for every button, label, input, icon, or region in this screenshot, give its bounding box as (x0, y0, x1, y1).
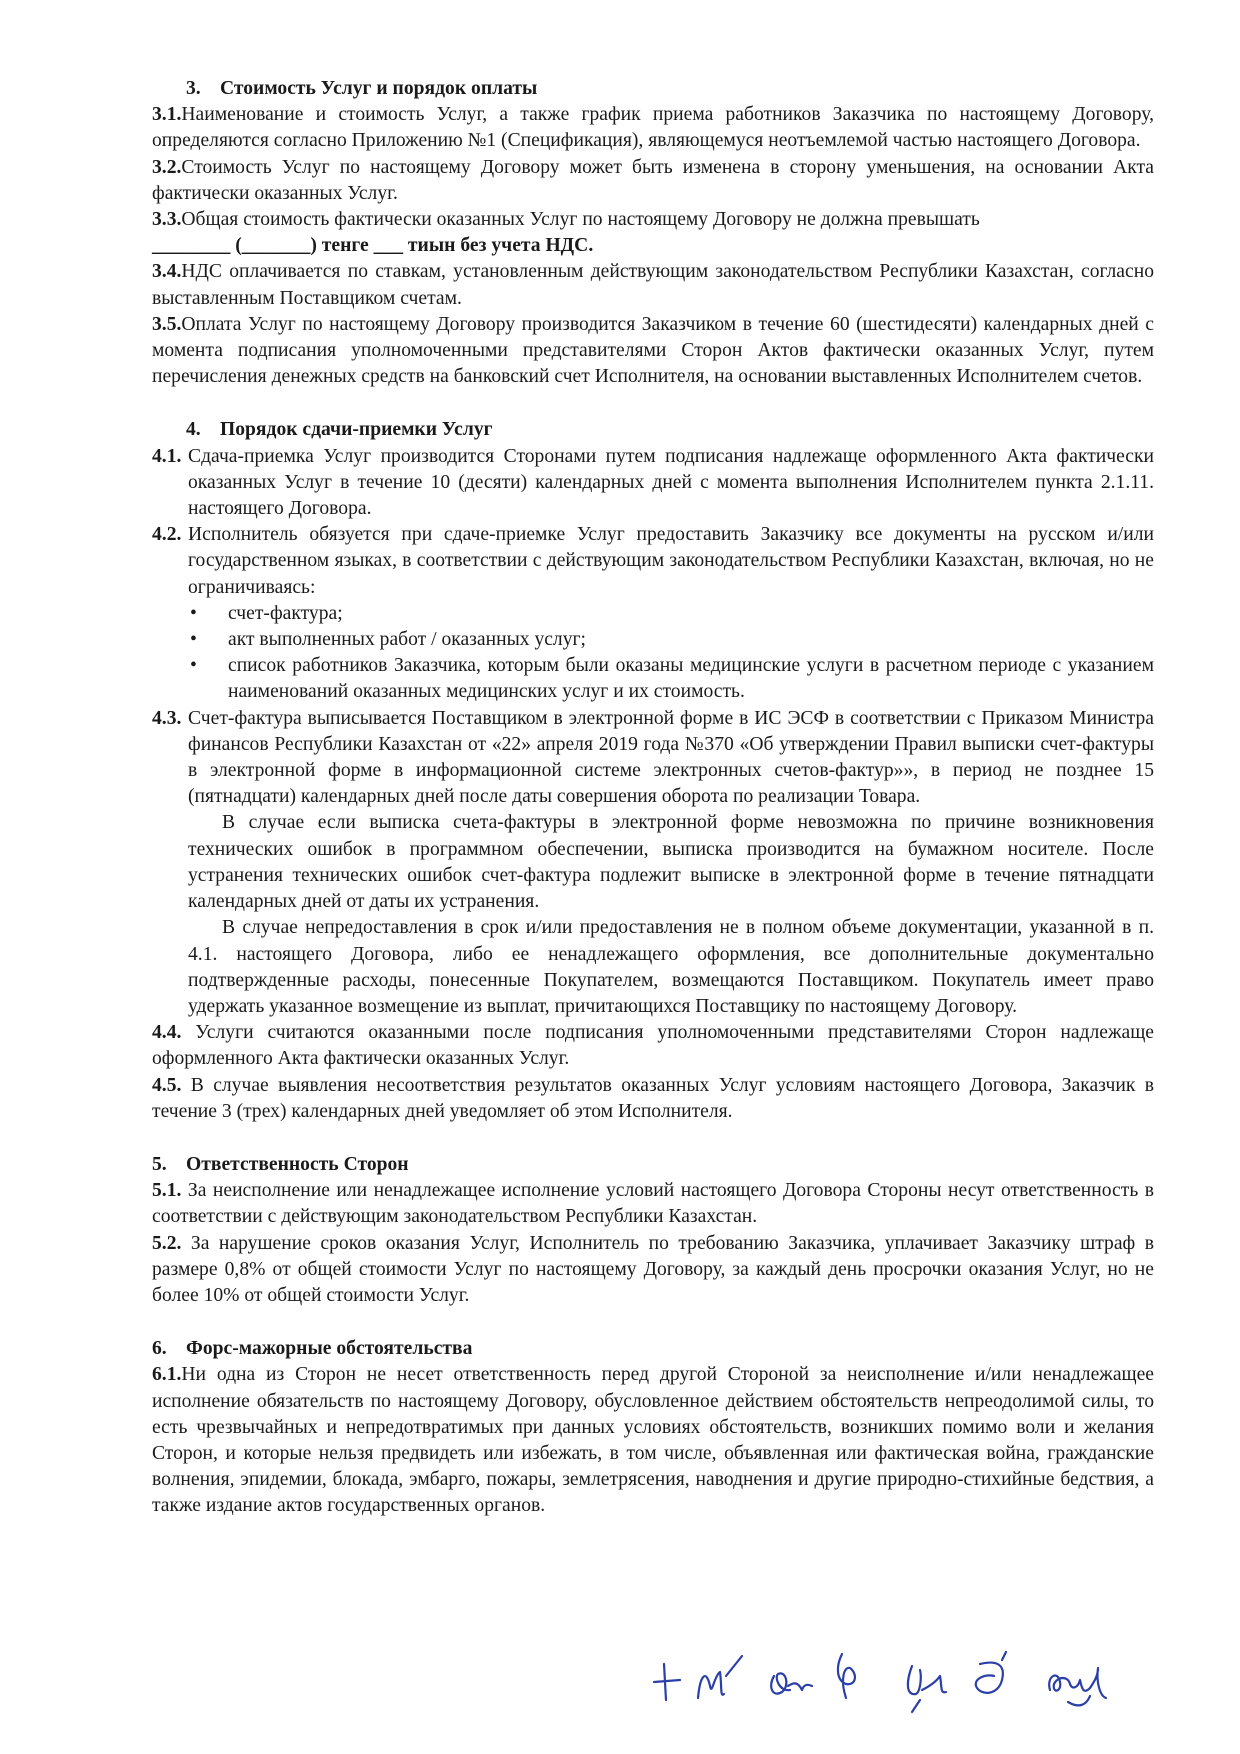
section-4-title (152, 417, 1154, 443)
signature-mark-3 (771, 1673, 812, 1693)
signatures-area (650, 1646, 1170, 1716)
bullet-glyph: • (190, 655, 197, 677)
list-item (188, 627, 1154, 653)
section-6-number: 6. (152, 1338, 167, 1360)
clause-4-5 (152, 1073, 1154, 1125)
signature-mark-5 (908, 1666, 946, 1712)
section-4-heading: Порядок сдачи-приемки Услуг (220, 419, 493, 441)
clause-4-3 (152, 706, 1154, 811)
signature-mark-4 (838, 1654, 855, 1698)
section-3-heading: Стоимость Услуг и порядок оплаты (220, 78, 538, 99)
clause-4-4-text: Услуги считаются оказанными после подписания уполномоченными представителями Сторон надлежаще оформленного Акта фактически оказанных Услуг. (152, 1022, 1154, 1070)
clause-3-1-text: Наименование и стоимость Услуг, а также график приема работников Заказчика по настоящему Договору, определяются согласно Приложению №1 (Спецификация), являющемуся неотъемлемой частью настоящего Договора. (152, 104, 1154, 152)
section-5-number: 5. (152, 1153, 167, 1175)
clause-4-2-text: Исполнитель обязуется при сдаче-приемке Услуг предоставить Заказчику все документы на русском и/или государственном языках, в соответствии с действующим законодательством Республики Казахстан, включая, но не ограничиваясь: (188, 524, 1154, 598)
handwritten-signatures (650, 1646, 1170, 1716)
clause-3-1-number: 3.1. (152, 104, 182, 126)
clause-4-2 (152, 522, 1154, 601)
clause-3-2 (152, 155, 1154, 207)
section-gap (152, 1309, 1154, 1336)
clause-4-5-number: 4.5. (152, 1074, 182, 1096)
section-6-heading: Форс-мажорные обстоятельства (186, 1338, 473, 1360)
clause-4-1-text: Сдача-приемка Услуг производится Сторонами путем подписания надлежаще оформленного Акта фактически оказанных Услуг в течение 10 (десяти) календарных дней с момента выполнения Исполнителем пункта 2.1.11. настоящего Договора. (188, 445, 1154, 520)
clause-4-3-paragraph-a: В случае если выписка счета-фактуры в электронной форме невозможна по причине возникновения технических ошибок в программном обеспечении, выписка производится на бумажном носителе. После устранения технических ошибок счет-фактура подлежит выписке в электронной форме в течение пятнадцати календарных дней от даты их устранения. (188, 812, 1154, 913)
clause-4-4 (152, 1020, 1154, 1072)
clause-6-1-number: 6.1. (152, 1364, 182, 1386)
section-6-title (152, 1336, 1154, 1362)
section-gap (152, 1125, 1154, 1152)
signature-mark-7 (1049, 1668, 1106, 1705)
clause-3-5 (152, 312, 1154, 391)
clause-5-1-text: За неисполнение или ненадлежащее исполнение условий настоящего Договора Стороны несут ответственность в соответствии с действующим законодательством Республики Казахстан. (152, 1180, 1154, 1228)
bullet-glyph: • (190, 629, 197, 651)
clause-5-2-text: За нарушение сроков оказания Услуг, Исполнитель по требованию Заказчика, уплачивает Заказчику штраф в размере 0,8% от общей стоимости Услуг по настоящему Договору, за каждый день просрочки оказания Услуг, но не более 10% от общей стоимости Услуг. (152, 1232, 1154, 1306)
clause-6-1 (152, 1362, 1154, 1519)
section-5-title (152, 1152, 1154, 1178)
clause-4-4-number: 4.4. (152, 1022, 182, 1044)
clause-3-5-text: Оплата Услуг по настоящему Договору производится Заказчиком в течение 60 (шестидесяти) календарных дней с момента подписания уполномоченными представителями Сторон Актов фактически оказанных Услуг, путем перечисления денежных средств на банковский счет Исполнителя, на основании выставленных Исполнителем счетов. (152, 313, 1154, 388)
clause-4-3-number: 4.3. (152, 707, 182, 729)
clause-5-1 (152, 1178, 1154, 1230)
clause-3-4-number: 3.4. (152, 261, 182, 283)
clause-3-5-number: 3.5. (152, 313, 182, 335)
section-4-number: 4. (186, 419, 201, 441)
clause-3-4-text: НДС оплачивается по ставкам, установленным действующим законодательством Республики Казахстан, согласно выставленным Поставщиком счетам. (152, 261, 1154, 309)
clause-5-2-number: 5.2. (152, 1232, 182, 1254)
clause-4-2-number: 4.2. (152, 524, 182, 546)
clause-4-5-text: В случае выявления несоответствия результатов оказанных Услуг условиям настоящего Договора, Заказчик в течение 3 (трех) календарных дней уведомляет об этом Исполнителя. (152, 1074, 1154, 1122)
document-list (152, 601, 1154, 706)
clause-3-1 (152, 102, 1154, 154)
clause-4-3-text: Счет-фактура выписывается Поставщиком в электронной форме в ИС ЭСФ в соответствии с Приказом Министра финансов Республики Казахстан от «22» апреля 2019 года №370 «Об утверждении Правил выписки счет-фактуры в электронной форме в информационной системе электронных счетов-фактур»», в период не позднее 15 (пятнадцати) календарных дней после даты совершения оборота по реализации Товара. (188, 707, 1154, 808)
list-item-text: счет-фактура; (228, 602, 343, 624)
clause-3-3-number: 3.3. (152, 209, 182, 231)
section-3-number: 3. (186, 78, 201, 99)
clause-5-1-number: 5.1. (152, 1180, 182, 1202)
clause-3-2-text: Стоимость Услуг по настоящему Договору может быть изменена в сторону уменьшения, на основании Акта фактически оказанных Услуг. (152, 156, 1154, 204)
list-item (188, 653, 1154, 705)
section-5-heading: Ответственность Сторон (186, 1153, 409, 1175)
list-item-text: список работников Заказчика, которым были оказаны медицинские услуги в расчетном периоде с указанием наименований оказанных медицинских услуг и их стоимость. (228, 655, 1154, 703)
clause-5-2 (152, 1231, 1154, 1310)
clause-4-1-number: 4.1. (152, 445, 182, 467)
signature-mark-2 (698, 1656, 742, 1698)
clause-3-3-text: Общая стоимость фактически оказанных Услуг по настоящему Договору не должна превышать (181, 209, 980, 231)
clause-4-1 (152, 444, 1154, 523)
section-3-title (152, 76, 1154, 102)
clause-3-2-number: 3.2. (152, 156, 182, 178)
signature-mark-6 (976, 1652, 1006, 1693)
clause-3-3 (152, 207, 1154, 233)
section-gap (152, 390, 1154, 417)
clause-6-1-text: Ни одна из Сторон не несет ответственность перед другой Стороной за неисполнение и/или ненадлежащее исполнение обязательств по настоящему Договору, обусловленное действием обстоятельств непреодолимой силы, то есть чрезвычайных и непредотвратимых при данных условиях обстоятельств, возникших помимо воли и желания Сторон, и которые нельзя предвидеть или избежать, в том числе, объявленная или фактическая война, гражданские волнения, эпидемии, блокада, эмбарго, пожары, землетрясения, наводнения и другие природно-стихийные бедствия, а также издание актов государственных органов. (152, 1364, 1154, 1517)
bullet-glyph: • (190, 602, 197, 624)
clause-4-3-paragraph-b: В случае непредоставления в срок и/или предоставления не в полном объеме документации, указанной в п. 4.1. настоящего Договора, либо ее ненадлежащего оформления, все дополнительные документально подтвержденные расходы, понесенные Покупателем, возмещаются Поставщиком. Покупатель имеет право удержать указанное возмещение из выплат, причитающихся Поставщику по настоящему Договору. (188, 917, 1154, 1017)
list-item-text: акт выполненных работ / оказанных услуг; (228, 629, 586, 651)
list-item (188, 601, 1154, 627)
clause-3-3-amount: ________ (_______) тенге ___ тиын без учета НДС. (152, 235, 594, 257)
clause-3-4 (152, 259, 1154, 311)
signature-mark-1 (654, 1664, 680, 1700)
